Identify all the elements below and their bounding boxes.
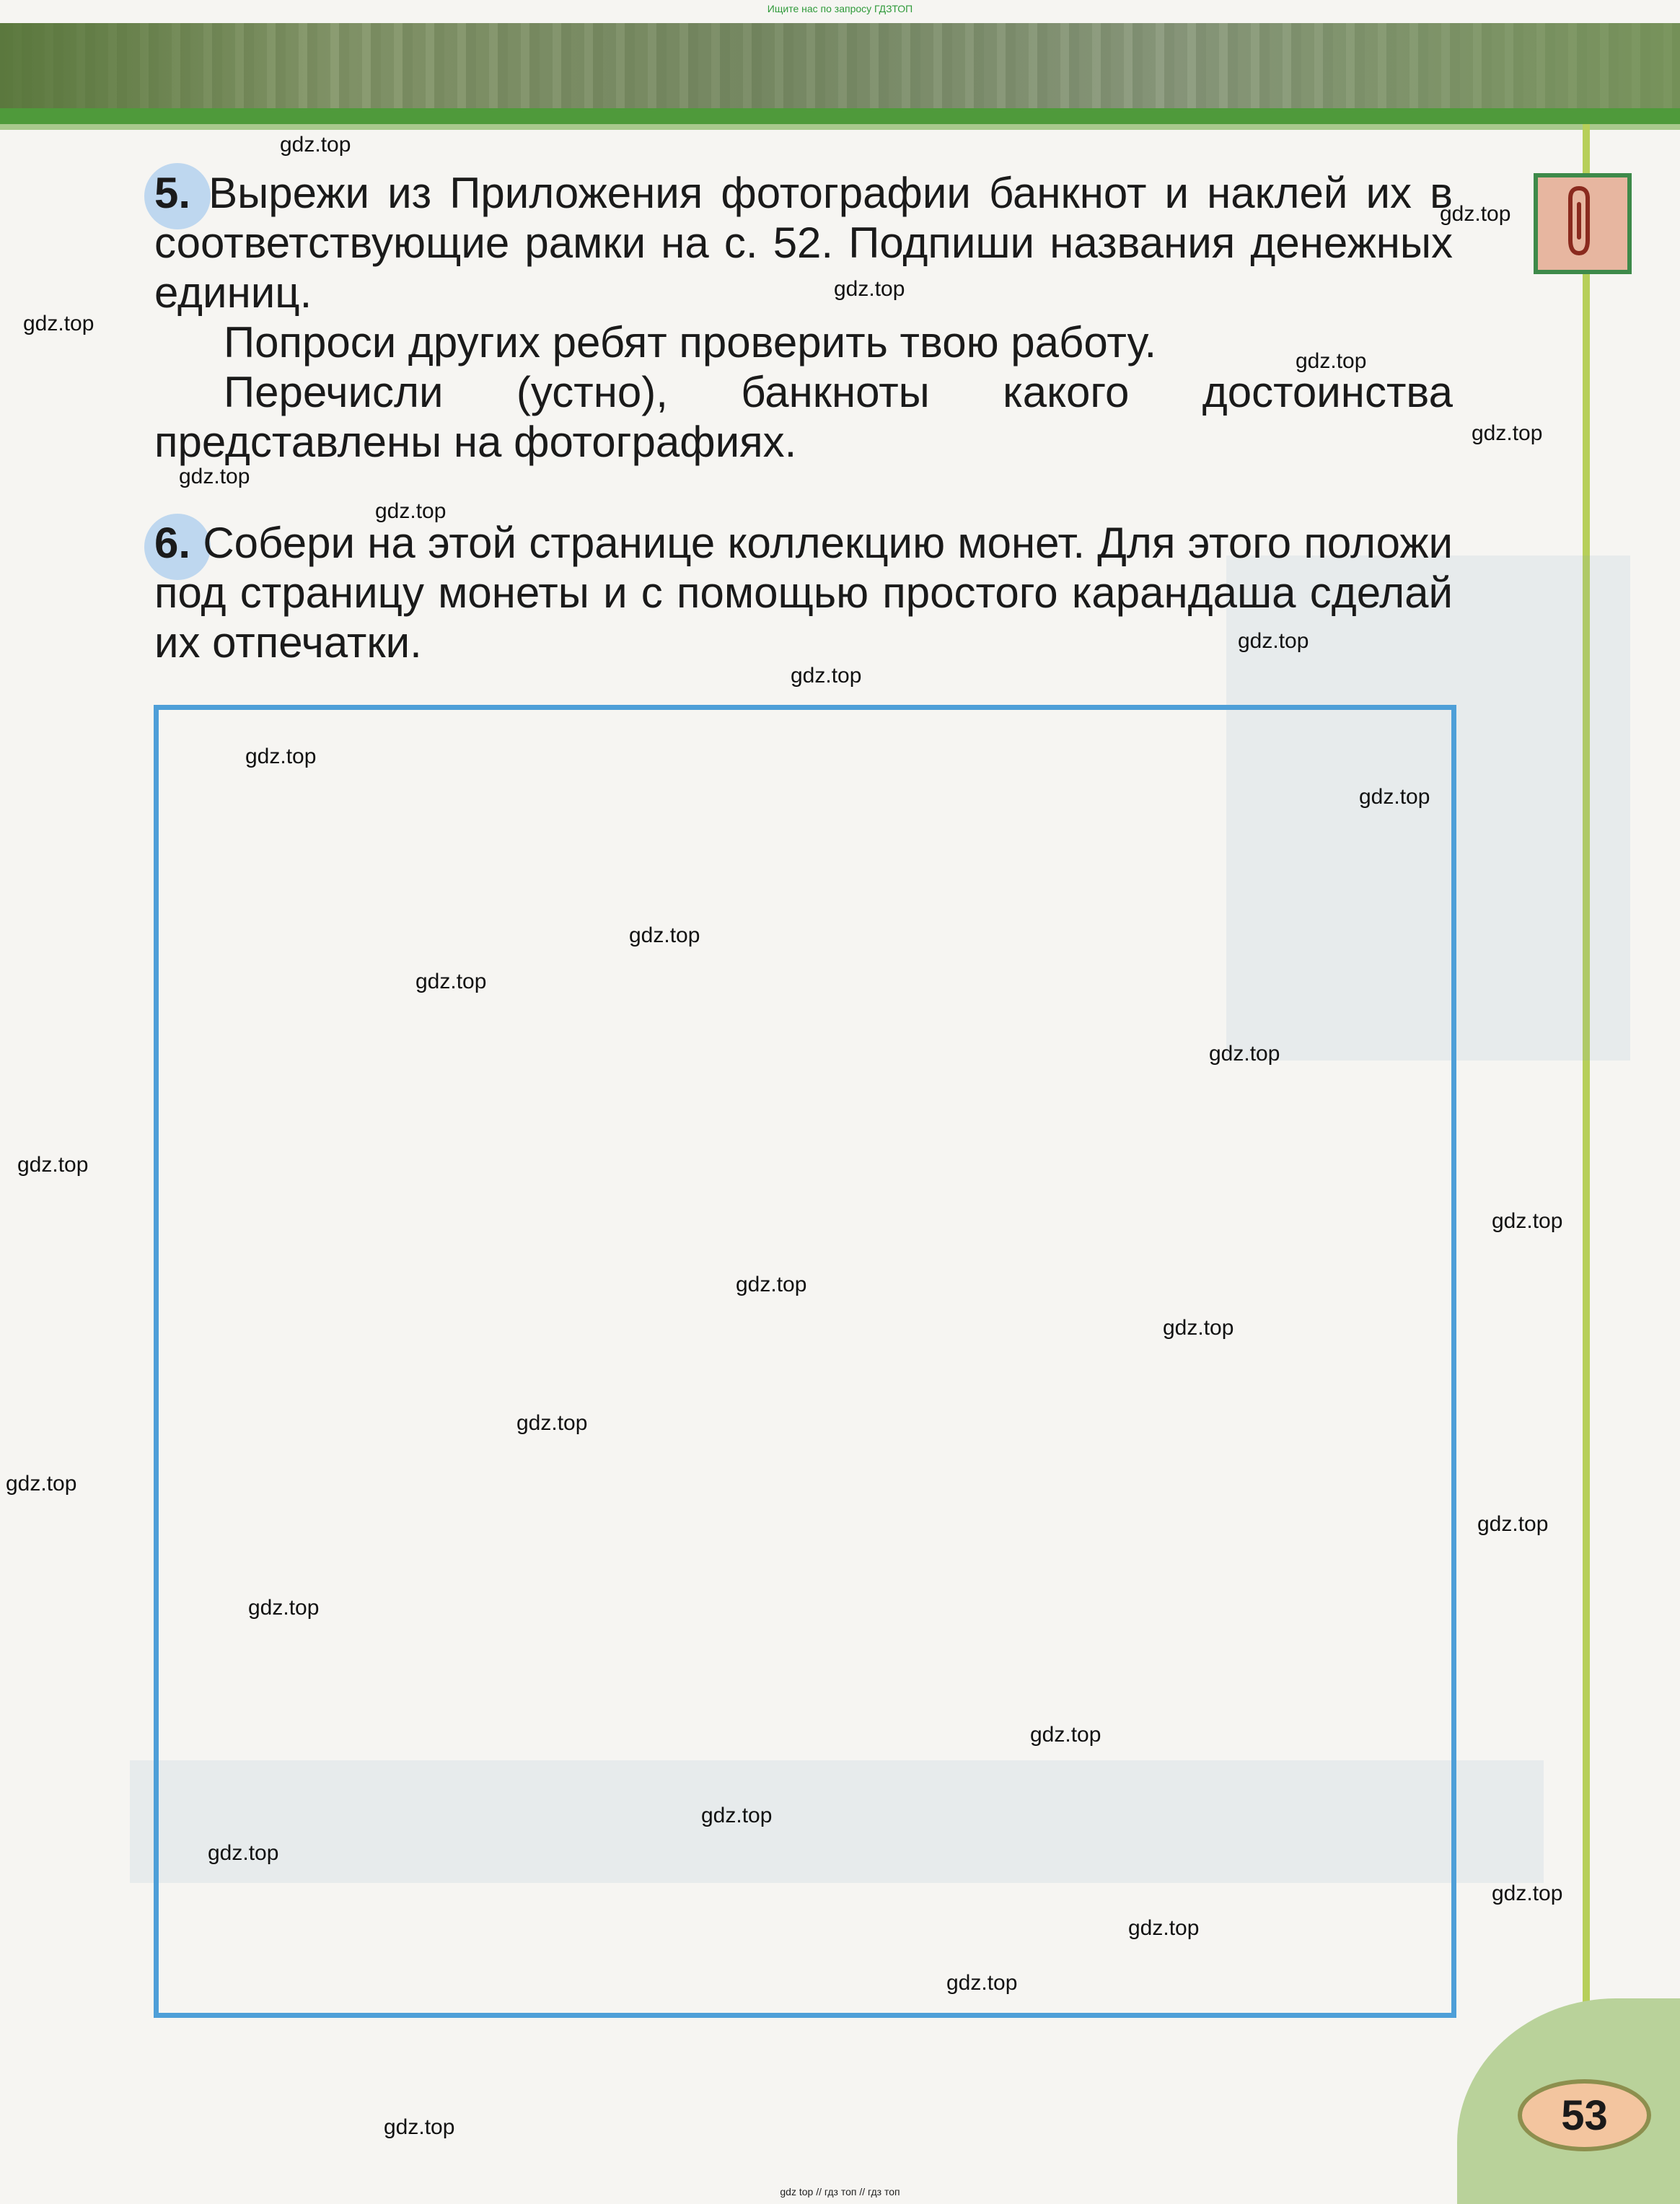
watermark: gdz.top — [1163, 1316, 1234, 1340]
watermark: gdz.top — [1472, 421, 1543, 445]
coin-collection-frame — [154, 705, 1456, 2018]
task5-text-block — [154, 168, 1453, 467]
task6-number: 6. — [154, 519, 191, 567]
header-photo-strip — [0, 23, 1680, 108]
watermark: gdz.top — [280, 133, 351, 157]
watermark: gdz.top — [1477, 1512, 1549, 1536]
watermark: gdz.top — [629, 923, 700, 947]
watermark: gdz.top — [791, 664, 862, 688]
watermark: gdz.top — [17, 1153, 89, 1177]
watermark: gdz.top — [179, 465, 250, 488]
watermark: gdz.top — [248, 1596, 320, 1620]
watermark: gdz.top — [1440, 202, 1511, 226]
header-bar-shadow — [0, 124, 1680, 130]
watermark: gdz.top — [1030, 1723, 1101, 1747]
task5-line3: Перечисли (устно), банкноты какого достоинства представлены на фотографиях. — [154, 368, 1453, 466]
watermark: gdz.top — [834, 277, 905, 301]
watermark: gdz.top — [1128, 1916, 1200, 1940]
task5-number: 5. — [154, 169, 191, 217]
paperclip-icon — [1557, 183, 1608, 265]
task5-line2: Попроси других ребят проверить твою работу. — [224, 318, 1157, 366]
watermark: gdz.top — [1359, 785, 1430, 809]
watermark: gdz.top — [1296, 349, 1367, 373]
watermark: gdz.top — [946, 1971, 1018, 1995]
watermark: gdz.top — [1492, 1882, 1563, 1905]
watermark: gdz.top — [23, 312, 94, 335]
bottom-note: gdz top // гдз топ // гдз топ — [780, 2186, 900, 2198]
watermark: gdz.top — [1492, 1209, 1563, 1233]
watermark: gdz.top — [701, 1804, 773, 1827]
paperclip-badge — [1534, 173, 1632, 274]
watermark: gdz.top — [516, 1411, 588, 1435]
header-bar — [0, 108, 1680, 124]
margin-line — [1583, 124, 1590, 2144]
top-note: Ищите нас по запросу ГДЗТОП — [767, 3, 913, 14]
watermark: gdz.top — [1209, 1042, 1280, 1066]
page-number: 53 — [1518, 2079, 1651, 2151]
watermark: gdz.top — [1238, 629, 1309, 653]
watermark: gdz.top — [6, 1472, 77, 1496]
watermark: gdz.top — [384, 2115, 455, 2139]
watermark: gdz.top — [208, 1841, 279, 1865]
task5-line1: Вырежи из Приложения фотографии банкнот и наклей их в соответствующие рамки на с. 52. Подпиши названия денежных единиц. — [154, 169, 1453, 317]
watermark: gdz.top — [375, 499, 447, 523]
watermark: gdz.top — [736, 1273, 807, 1296]
watermark: gdz.top — [415, 970, 487, 993]
task6-text: Собери на этой странице коллекцию монет. Для этого положи под страницу монеты и с помощью простого карандаша сделай их отпечатки. — [154, 519, 1453, 667]
watermark: gdz.top — [245, 745, 317, 768]
